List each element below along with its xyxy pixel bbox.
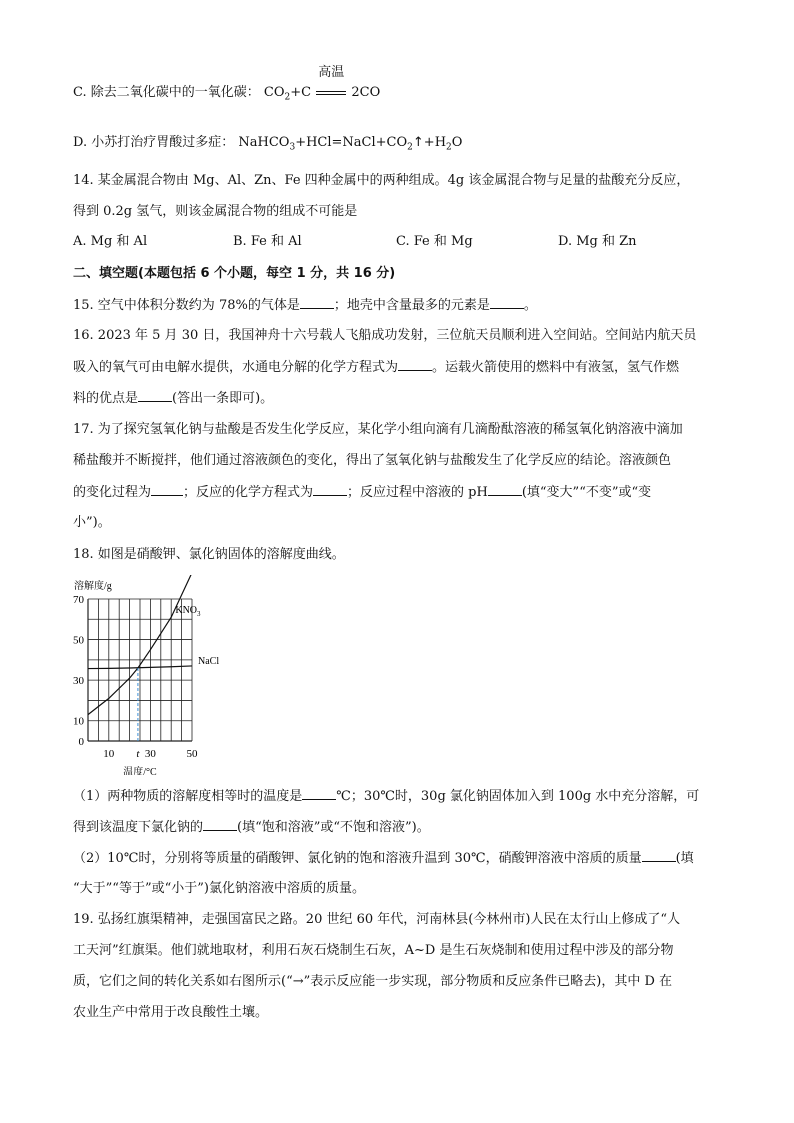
answer-blank[interactable] (490, 296, 524, 309)
option-d (73, 134, 462, 157)
q14-option-a[interactable]: A. Mg 和 Al (73, 234, 148, 249)
answer-blank[interactable] (203, 818, 237, 831)
y-tick-label: 10 (73, 715, 84, 728)
q18-sub1-line1: （1）两种物质的溶解度相等时的温度是 ℃；30℃时，30g 氯化钠固体加入到 100g 水中充分溶解，可 (73, 789, 700, 804)
q19-line1: 19. 弘扬红旗渠精神，走强国富民之路。20 世纪 60 年代，河南林县(今林州市)人民在太行山上修成了“人 (73, 912, 681, 927)
q14-options (73, 233, 713, 251)
q14-option-c[interactable]: C. Fe 和 Mg (396, 234, 473, 249)
option-c (73, 65, 381, 107)
answer-blank[interactable] (398, 358, 432, 371)
equals-sign (316, 91, 346, 95)
equation-c: $CO_2+C$ 高温 2CO (263, 65, 381, 103)
answer-blank[interactable] (642, 849, 676, 862)
x-axis-label: 温度/°C (123, 767, 157, 775)
q19-line3: 质，它们之间的转化关系如右图所示(“→”表示反应能一步实现，部分物质和反应条件已略去)，其中 D 在 (73, 974, 673, 989)
solubility-chart (60, 575, 320, 775)
option-c-text: C. 除去二氧化碳中的一氧化碳： (73, 85, 260, 100)
answer-blank[interactable] (300, 296, 334, 309)
answer-blank[interactable] (313, 483, 347, 496)
q18-sub2-line1: （2）10℃时，分别将等质量的硝酸钾、氯化钠的饱和溶液升温到 30℃，硝酸钾溶液中溶质的质量 (填 (73, 851, 694, 866)
q14-line2: 得到 0.2g 氢气，则该金属混合物的组成不可能是 (73, 204, 358, 219)
condition-label: 高温 (318, 65, 345, 80)
x-tick-label: 30 (144, 748, 156, 760)
y-axis-label: 溶解度/g (74, 581, 112, 592)
q16-line1: 16. 2023 年 5 月 30 日，我国神舟十六号载人飞船成功发射，三位航天员顺利进入空间站。空间站内航天员 (73, 328, 697, 343)
q18-sub1-line2: 得到该温度下氯化钠的 (填“饱和溶液”或“不饱和溶液”)。 (73, 820, 430, 835)
y-tick-label: 30 (73, 675, 84, 688)
answer-blank[interactable] (151, 483, 183, 496)
q17-line1: 17. 为了探究氢氧化钠与盐酸是否发生化学反应，某化学小组向滴有几滴酚酞溶液的稀氢氧化钠溶液中滴加 (73, 422, 683, 437)
option-d-text: D. 小苏打治疗胃酸过多症： (73, 135, 235, 150)
q14-option-d[interactable]: D. Mg 和 Zn (558, 234, 637, 249)
q17-line3: 的变化过程为 ；反应的化学方程式为 ；反应过程中溶液的 pH (填“变大”“不变”或“变 (73, 485, 652, 500)
answer-blank[interactable] (138, 389, 172, 402)
q17-line4: 小”)。 (73, 515, 111, 530)
y-tick-label: 70 (73, 594, 84, 606)
q17-line2: 稀盐酸并不断搅拌，他们通过溶液颜色的变化，得出了氢氧化钠与盐酸发生了化学反应的结论。溶液颜色 (73, 453, 672, 468)
answer-blank[interactable] (302, 787, 336, 800)
legend-nacl: NaCl (198, 655, 220, 667)
q16-line3: 料的优点是 (答出一条即可)。 (73, 391, 274, 406)
y-tick-label: 50 (73, 634, 84, 647)
q18-title: 18. 如图是硝酸钾、氯化钠固体的溶解度曲线。 (73, 547, 345, 562)
gas-arrow-icon: ↑ (412, 135, 424, 150)
q19-line2: 工天河”红旗渠。他们就地取材，利用石灰石烧制生石灰，A~D 是生石灰烧制和使用过程中涉及的部分物 (73, 943, 674, 958)
q14-option-b[interactable]: B. Fe 和 Al (233, 234, 302, 249)
reaction-condition (315, 65, 347, 102)
q14-line1: 14. 某金属混合物由 Mg、Al、Zn、Fe 四种金属中的两种组成。4g 该金属混合物与足量的盐酸充分反应， (73, 173, 690, 188)
x-tick-label: 10 (103, 748, 115, 760)
x-tick-label: 50 (186, 748, 198, 760)
q16-line2: 吸入的氧气可由电解水提供，水通电分解的化学方程式为 。运载火箭使用的燃料中有液氢，氢气作燃 (73, 360, 680, 375)
answer-blank[interactable] (488, 483, 522, 496)
section-heading: 二、填空题(本题包括 6 个小题，每空 1 分，共 16 分) (73, 266, 396, 281)
q18-sub2-line2: “大于”“等于”或“小于”)氯化钠溶液中溶质的质量。 (73, 881, 365, 896)
x-tick-label: t (136, 748, 140, 760)
q15: 15. 空气中体积分数约为 78%的气体是 ；地壳中含量最多的元素是 。 (73, 298, 537, 313)
equation-d: $NaHCO_3+HCl=NaCl+CO_2↑+H_2O$ (238, 135, 463, 153)
y-tick-label: 0 (78, 736, 84, 748)
q19-line4: 农业生产中常用于改良酸性土壤。 (73, 1005, 269, 1020)
legend-kno3: $KNO_3$ (175, 605, 201, 619)
